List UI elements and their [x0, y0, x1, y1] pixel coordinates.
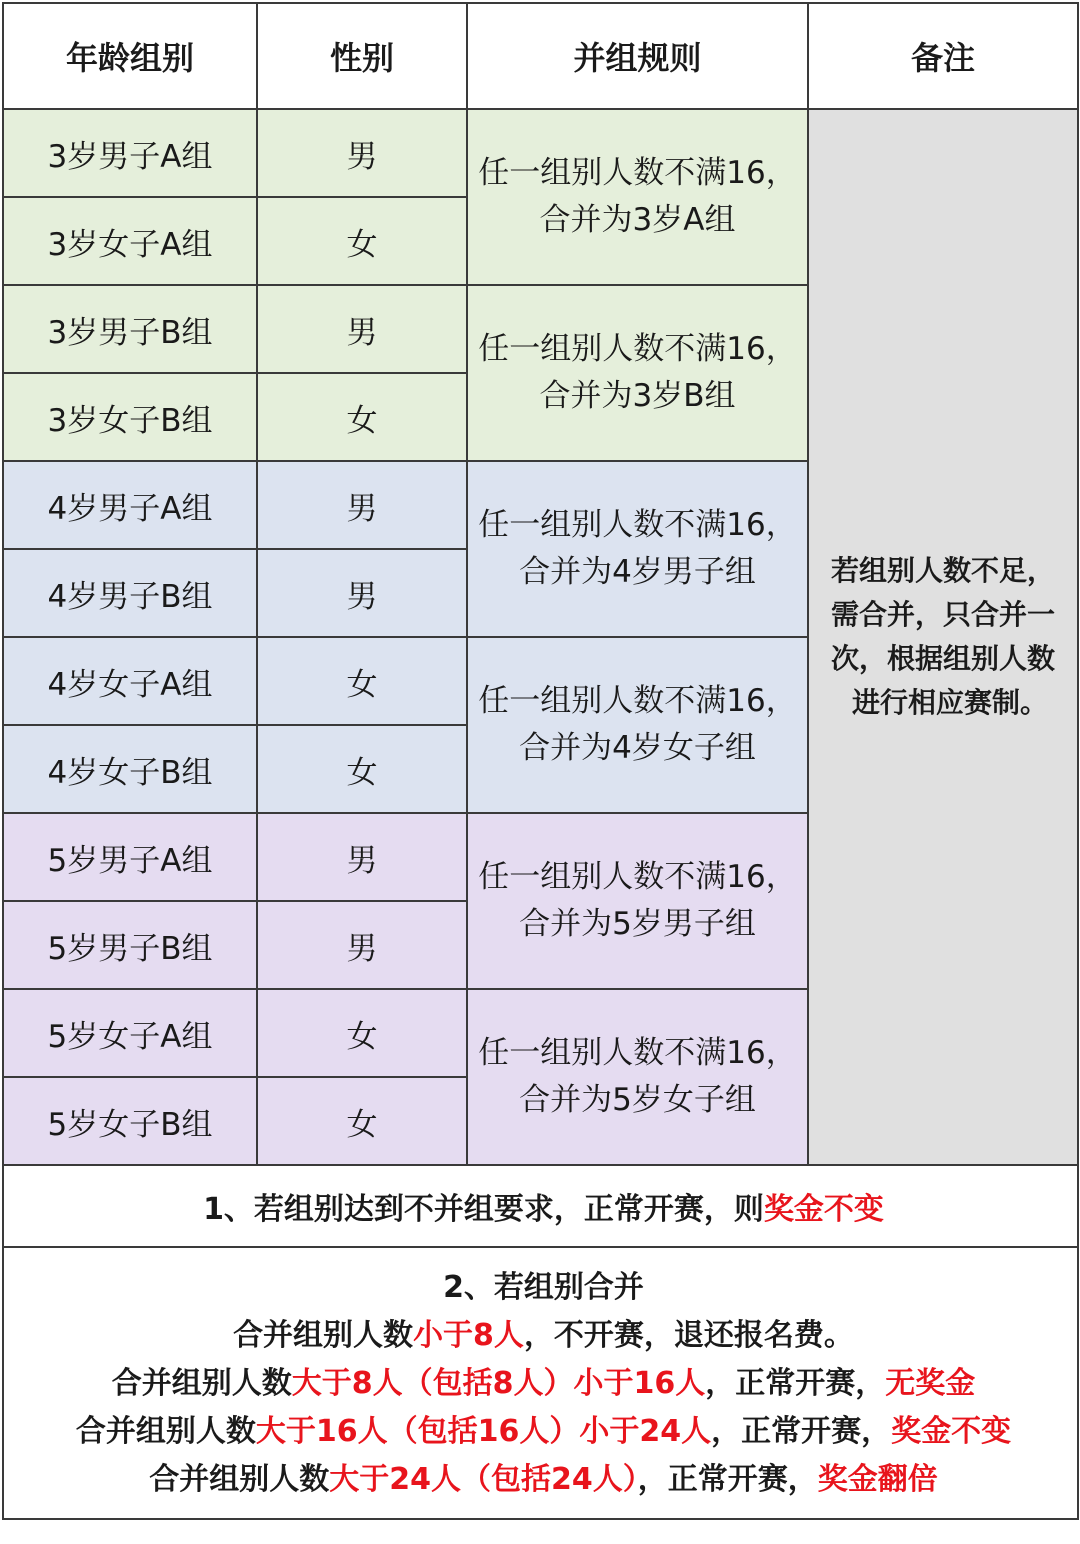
- condition-range: 大于24人（包括24人）: [329, 1462, 638, 1497]
- merge-rule-cell: [467, 637, 808, 813]
- table-row: [3, 109, 1078, 197]
- rule-line: 任一组别人数不满16，: [478, 155, 797, 191]
- age-group-cell: 5岁女子A组: [3, 989, 257, 1077]
- gender-cell: 女: [257, 989, 467, 1077]
- age-group-cell: 3岁女子B组: [3, 373, 257, 461]
- merge-rule-cell: [467, 989, 808, 1165]
- gender-cell: 男: [257, 901, 467, 989]
- condition-result: ，不开赛，退还报名费。: [523, 1318, 854, 1353]
- age-group-cell: 3岁男子B组: [3, 285, 257, 373]
- rule-line: 合并为4岁女子组: [519, 730, 756, 766]
- rule-line: 任一组别人数不满16，: [478, 507, 797, 543]
- gender-cell: 女: [257, 373, 467, 461]
- merge-rule-cell: [467, 813, 808, 989]
- rule-line: 合并为3岁B组: [539, 378, 736, 414]
- gender-cell: 女: [257, 1077, 467, 1165]
- remark-line: 需合并，只合并一: [830, 598, 1055, 631]
- age-group-cell: 3岁女子A组: [3, 197, 257, 285]
- gender-cell: 男: [257, 109, 467, 197]
- rule-line: 任一组别人数不满16，: [478, 1035, 797, 1071]
- gender-cell: 女: [257, 637, 467, 725]
- age-group-cell: 4岁男子A组: [3, 461, 257, 549]
- condition-prefix: 合并组别人数: [111, 1366, 292, 1401]
- gender-cell: 女: [257, 197, 467, 285]
- rule-line: 任一组别人数不满16，: [478, 683, 797, 719]
- remark-line: 若组别人数不足，: [830, 554, 1055, 587]
- condition-result: ，正常开赛，: [705, 1366, 886, 1401]
- footer-condition-line: [10, 1456, 1077, 1504]
- merge-rule-cell: [467, 285, 808, 461]
- rule-line: 合并为3岁A组: [539, 202, 736, 238]
- merge-rule-cell: [467, 461, 808, 637]
- merge-rule-cell: [467, 109, 808, 285]
- header-gender: 性别: [257, 3, 467, 109]
- header-remark: 备注: [808, 3, 1078, 109]
- footer-note-1-highlight: 奖金不变: [763, 1192, 884, 1227]
- age-group-cell: 3岁男子A组: [3, 109, 257, 197]
- footer-note-1-row: [3, 1165, 1078, 1247]
- rule-line: 合并为5岁女子组: [519, 1082, 756, 1118]
- age-group-cell: 5岁男子B组: [3, 901, 257, 989]
- condition-prefix: 合并组别人数: [75, 1414, 256, 1449]
- gender-cell: 男: [257, 549, 467, 637]
- condition-result: ，正常开赛，: [711, 1414, 892, 1449]
- rule-line: 任一组别人数不满16，: [478, 859, 797, 895]
- rule-line: 合并为4岁男子组: [519, 554, 756, 590]
- footer-note-1: [3, 1165, 1078, 1247]
- condition-prize: 奖金不变: [891, 1414, 1012, 1449]
- rule-line: 任一组别人数不满16，: [478, 331, 797, 367]
- footer-note-2: [3, 1247, 1078, 1519]
- gender-cell: 男: [257, 813, 467, 901]
- condition-range: 大于16人（包括16人）小于24人: [255, 1414, 712, 1449]
- remark-line: 进行相应赛制。: [851, 686, 1048, 719]
- footer-condition-line: [10, 1360, 1077, 1408]
- rule-line: 合并为5岁男子组: [519, 906, 756, 942]
- footer-note-2-title: 2、若组别合并: [443, 1270, 644, 1305]
- condition-range: 大于8人（包括8人）小于16人: [291, 1366, 706, 1401]
- condition-range: 小于8人: [413, 1318, 524, 1353]
- footer-note-1-text: 1、若组别达到不并组要求，正常开赛，则: [203, 1192, 764, 1227]
- condition-prefix: 合并组别人数: [149, 1462, 330, 1497]
- remark-line: 次，根据组别人数: [830, 642, 1055, 675]
- age-group-cell: 4岁男子B组: [3, 549, 257, 637]
- table-header-row: [3, 3, 1078, 109]
- footer-condition-line: [10, 1312, 1077, 1360]
- condition-prefix: 合并组别人数: [233, 1318, 414, 1353]
- merge-rules-table: [2, 2, 1079, 1520]
- age-group-cell: 4岁女子B组: [3, 725, 257, 813]
- footer-note-2-row: [3, 1247, 1078, 1519]
- age-group-cell: 5岁女子B组: [3, 1077, 257, 1165]
- gender-cell: 男: [257, 285, 467, 373]
- header-age-group: 年龄组别: [3, 3, 257, 109]
- header-merge-rule: 并组规则: [467, 3, 808, 109]
- footer-condition-line: [10, 1408, 1077, 1456]
- remark-cell: [808, 109, 1078, 1165]
- condition-prize: 无奖金: [885, 1366, 976, 1401]
- age-group-cell: 5岁男子A组: [3, 813, 257, 901]
- gender-cell: 女: [257, 725, 467, 813]
- condition-result: ，正常开赛，: [637, 1462, 818, 1497]
- age-group-cell: 4岁女子A组: [3, 637, 257, 725]
- condition-prize: 奖金翻倍: [817, 1462, 938, 1497]
- gender-cell: 男: [257, 461, 467, 549]
